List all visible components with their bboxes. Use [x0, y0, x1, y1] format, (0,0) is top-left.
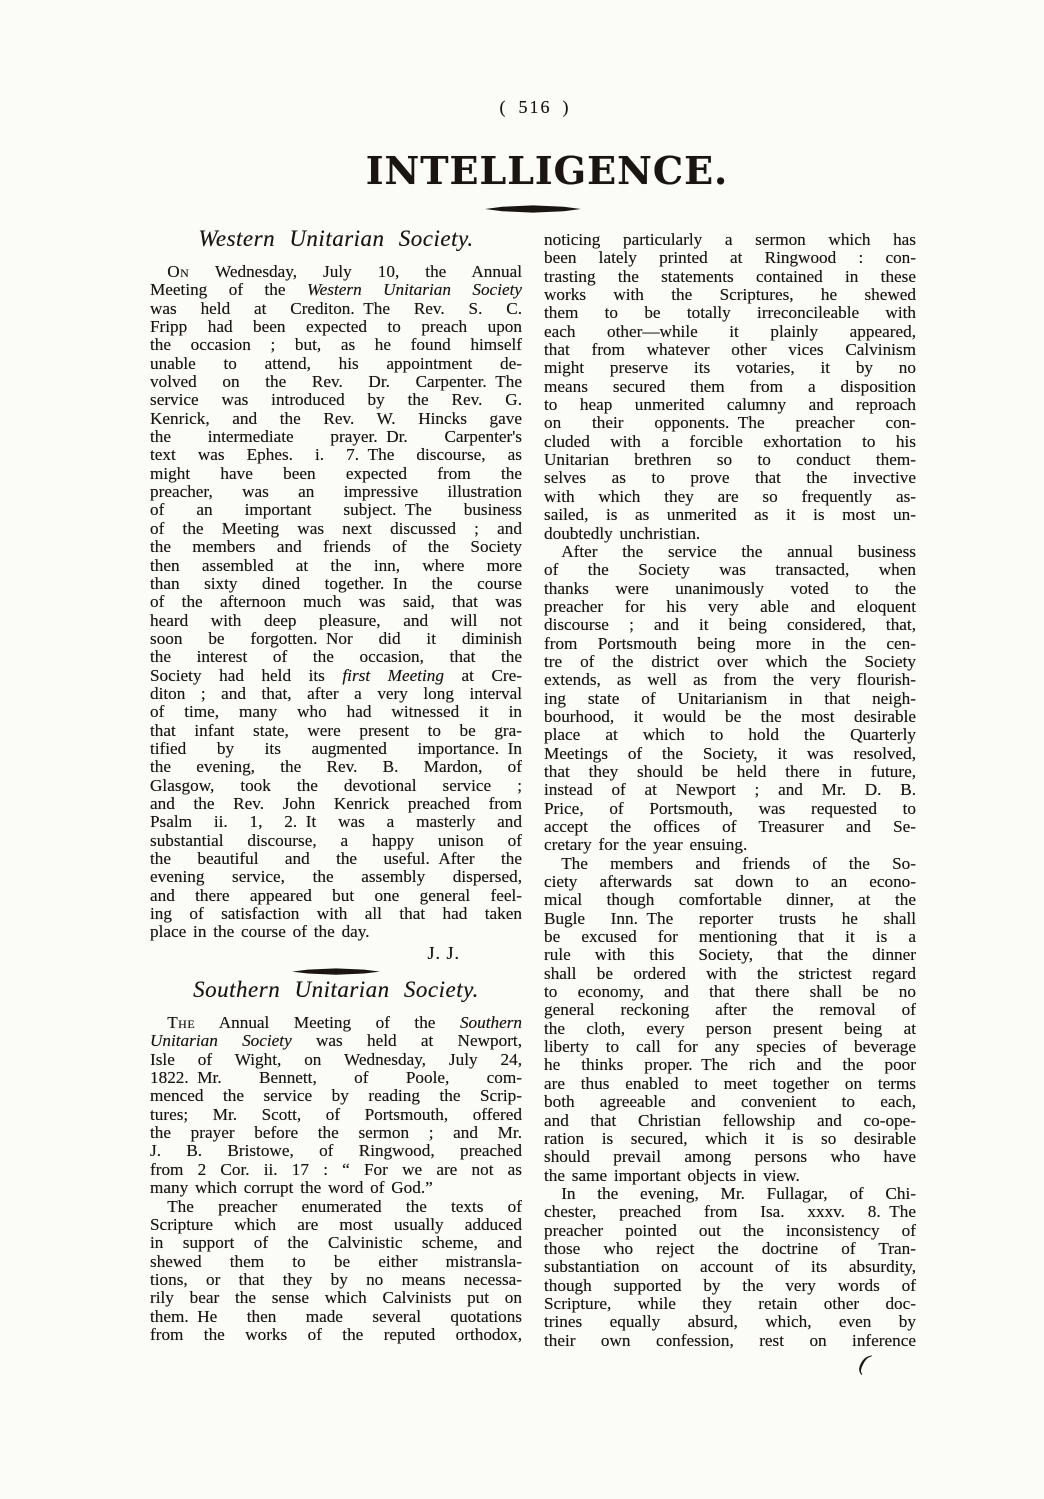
text-line: shall be ordered with the strictest regard	[544, 963, 916, 983]
text-line: them to be totally irreconcileable with	[544, 303, 916, 323]
text-line: ciety afterwards sat down to an econo-	[544, 872, 916, 892]
column-right	[544, 226, 916, 1350]
text-line: sailed, is as unmerited as it is most un-	[544, 505, 916, 525]
text-line: those who reject the doctrine of Tran-	[544, 1238, 916, 1258]
text-line: On Wednesday, July 10, the Annual	[167, 262, 522, 281]
text-line: place in the course of the day.	[150, 922, 370, 942]
text-line: Glasgow, took the devotional service ;	[150, 775, 522, 795]
text-line: that infant state, were present to be gra-	[150, 720, 522, 740]
text-line: discourse ; and it being considered, that,	[544, 615, 916, 635]
text-line: menced the service by reading the Scrip-	[150, 1086, 522, 1106]
text-line: from 2 Cor. ii. 17 : “ For we are not as	[150, 1159, 522, 1179]
text-line: Fripp had been expected to preach upon	[150, 317, 522, 337]
text-line: of an important subject. The business	[150, 500, 522, 520]
text-line: rule with this Society, that the dinner	[544, 945, 916, 965]
text-line: volved on the Rev. Dr. Carpenter. The	[150, 372, 522, 392]
text-line: ration is secured, which it is so desirable	[544, 1128, 916, 1148]
text-line: the occasion ; but, as he found himself	[150, 335, 522, 355]
page-number: ( 516 )	[499, 97, 571, 117]
text-line: the cloth, every person present being at	[544, 1018, 916, 1038]
text-line: their own confession, rest on inference	[544, 1330, 916, 1350]
text-line: might preserve its votaries, it by no	[544, 358, 916, 378]
text-line: soon be forgotten. Nor did it diminish	[150, 628, 522, 648]
column-left	[150, 226, 522, 1350]
text-line: selves as to prove that the invective	[544, 468, 916, 488]
divider-ornament	[292, 968, 380, 975]
text-line: The members and friends of the So-	[544, 853, 916, 873]
text-line: many which corrupt the word of God.”	[150, 1178, 433, 1198]
text-line: are thus enabled to meet together on terms	[544, 1073, 916, 1093]
text-line: Kenrick, and the Rev. W. Hincks gave	[150, 408, 522, 428]
text-line: J. B. Bristowe, of Ringwood, preached	[150, 1141, 522, 1161]
text-line: doubtedly unchristian.	[544, 523, 701, 543]
text-line: tre of the district over which the Society	[544, 651, 916, 671]
text-line: Unitarian brethren so to conduct them-	[544, 450, 916, 470]
text-line: heard with deep pleasure, and will not	[150, 610, 522, 630]
text-line: from the works of the reputed orthodox,	[150, 1324, 522, 1344]
text-line: to heap unmerited calumny and reproach	[544, 395, 916, 415]
text-line: works with the Scriptures, he shewed	[544, 285, 916, 305]
text-line: text was Ephes. i. 7. The discourse, as	[150, 445, 522, 465]
text-line: rily bear the sense which Calvinists put on	[150, 1288, 522, 1308]
text-line: than sixty dined together. In the course	[150, 573, 522, 593]
text-line: The preacher enumerated the texts of	[150, 1196, 522, 1216]
text-line: The Annual Meeting of the Southern	[167, 1013, 522, 1033]
paragraph	[150, 263, 522, 942]
text-line: shewed them to be either mistransla-	[150, 1251, 522, 1271]
text-line: ing of satisfaction with all that had taken	[150, 904, 522, 924]
text-line: mical though comfortable dinner, at the	[544, 890, 916, 910]
text-line: liberty to call for any species of beverage	[544, 1037, 916, 1057]
text-line: Meeting of the Western Unitarian Society	[150, 280, 522, 300]
text-line: Isle of Wight, on Wednesday, July 24,	[150, 1049, 522, 1069]
text-line: of time, many who had witnessed it in	[150, 702, 522, 722]
text-line: with which they are so frequently as-	[544, 486, 916, 506]
italic-text: Unitarian Society	[150, 1031, 292, 1051]
text-line: Unitarian Society was held at Newport,	[150, 1031, 522, 1051]
text-line: of the afternoon much was said, that was	[150, 592, 522, 612]
text-line: substantial discourse, a happy unison of	[150, 830, 522, 850]
text-line: Society had held its first Meeting at Cre-	[150, 665, 522, 685]
text-line: both agreeable and convenient to each,	[544, 1092, 916, 1112]
text-line: the intermediate prayer. Dr. Carpenter's	[150, 427, 522, 447]
text-line: Scripture, while they retain other doc-	[544, 1293, 916, 1313]
text-line: 1822. Mr. Bennett, of Poole, com-	[150, 1068, 522, 1088]
italic-text: Western Unitarian Society	[306, 280, 522, 300]
text-line: extends, as well as from the very flourish-	[544, 670, 916, 690]
text-line: in support of the Calvinistic scheme, and	[150, 1233, 522, 1253]
italic-text: first Meeting	[342, 665, 444, 685]
text-line: from Portsmouth being more in the cen-	[544, 633, 916, 653]
text-line: of the Meeting was next discussed ; and	[150, 518, 522, 538]
ink-smudge: (	[856, 1349, 872, 1377]
text-line: ing state of Unitarianism in that neigh-	[544, 688, 916, 708]
text-line: the evening, the Rev. B. Mardon, of	[150, 757, 522, 777]
text-line: the interest of the occasion, that the	[150, 647, 522, 667]
text-line: general reckoning after the removal of	[544, 1000, 916, 1020]
text-line: Scripture which are most usually adduced	[150, 1214, 522, 1234]
text-line: then assembled at the inn, where more	[150, 555, 522, 575]
italic-text: Southern	[459, 1013, 522, 1033]
text-line: been lately printed at Ringwood : con-	[544, 248, 916, 268]
text-line: and the Rev. John Kenrick preached from	[150, 793, 522, 813]
text-line: that from whatever other vices Calvinism	[544, 340, 916, 360]
text-line: tions, or that they by no means necessa-	[150, 1269, 522, 1289]
text-columns	[150, 226, 916, 1350]
text-line: thanks were unanimously voted to the	[544, 578, 916, 598]
text-line: noticing particularly a sermon which has	[544, 230, 916, 249]
small-caps-text: On	[167, 262, 190, 281]
text-line: though supported by the very words of	[544, 1275, 916, 1295]
text-line: the beautiful and the useful. After the	[150, 849, 522, 868]
paragraph	[544, 855, 916, 1185]
text-line: Meetings of the Society, it was resolved,	[544, 743, 916, 763]
text-line: might have been expected from the	[150, 463, 522, 483]
page-title: INTELLIGENCE.	[365, 148, 729, 193]
text-line: trines equally absurd, which, even by	[544, 1312, 916, 1332]
text-line: Bugle Inn. The reporter trusts he shall	[544, 908, 916, 928]
text-line: preacher, was an impressive illustration	[150, 482, 522, 502]
text-line: he thinks proper. The rich and the poor	[544, 1055, 916, 1075]
text-line: chester, preached from Isa. xxxv. 8. The	[544, 1202, 916, 1222]
text-line: cretary for the year ensuing.	[544, 835, 748, 855]
text-line: preacher pointed out the inconsistency of	[544, 1220, 916, 1240]
text-line: cluded with a forcible exhortation to his	[544, 431, 916, 451]
text-line: accept the offices of Treasurer and Se-	[544, 817, 916, 836]
text-line: Psalm ii. 1, 2. It was a masterly and	[150, 812, 522, 832]
text-line: the same important objects in view.	[544, 1165, 800, 1185]
text-line: unable to attend, his appointment de-	[150, 353, 522, 373]
small-caps-text: The	[167, 1013, 196, 1033]
text-line: bourhood, it would be the most desirable	[544, 706, 916, 726]
author-initials: J. J.	[427, 942, 460, 963]
text-line: instead of at Newport ; and Mr. D. B.	[544, 780, 916, 800]
text-line: After the service the annual business	[544, 541, 916, 561]
text-line: tures; Mr. Scott, of Portsmouth, offered	[150, 1104, 522, 1124]
paragraph	[150, 1198, 522, 1345]
paragraph	[150, 1014, 522, 1197]
text-line: In the evening, Mr. Fullagar, of Chi-	[544, 1183, 916, 1203]
text-line: preacher for his very able and eloquent	[544, 596, 916, 616]
text-line: them. He then made several quotations	[150, 1306, 522, 1326]
paragraph	[544, 543, 916, 855]
text-line: each other—while it plainly appeared,	[544, 321, 916, 341]
text-line: the members and friends of the Society	[150, 537, 522, 557]
text-line: evening service, the assembly dispersed,	[150, 867, 522, 887]
paragraph	[544, 231, 916, 543]
text-line: that they should be held there in future,	[544, 761, 916, 781]
text-line: tified by its augmented importance. In	[150, 738, 522, 758]
text-line: should prevail among persons who have	[544, 1147, 916, 1167]
text-line: to economy, and that there shall be no	[544, 982, 916, 1002]
text-line: the prayer before the sermon ; and Mr.	[150, 1123, 522, 1143]
text-line: means secured them from a disposition	[544, 376, 916, 396]
text-line: was held at Crediton. The Rev. S. C.	[150, 298, 522, 318]
section-heading: Western Unitarian Society.	[198, 226, 474, 251]
text-line: place at which to hold the Quarterly	[544, 725, 916, 745]
section-heading: Southern Unitarian Society.	[193, 977, 479, 1003]
text-line: Price, of Portsmouth, was requested to	[544, 798, 916, 818]
text-line: be excused for mentioning that it is a	[544, 927, 916, 947]
section-divider	[150, 962, 522, 977]
text-line: diton ; and that, after a very long interval	[150, 683, 522, 703]
title-divider	[150, 205, 916, 213]
text-line: substantiation on account of its absurdity,	[544, 1257, 916, 1277]
text-line: on their opponents. The preacher con-	[544, 413, 916, 433]
divider-ornament	[485, 205, 581, 213]
text-line: trasting the statements contained in these	[544, 266, 916, 286]
text-line: service was introduced by the Rev. G.	[150, 390, 522, 410]
paragraph	[544, 1185, 916, 1350]
text-line: and there appeared but one general feel-	[150, 885, 522, 905]
text-line: and that Christian fellowship and co-ope-	[544, 1110, 916, 1130]
text-line: of the Society was transacted, when	[544, 560, 916, 580]
